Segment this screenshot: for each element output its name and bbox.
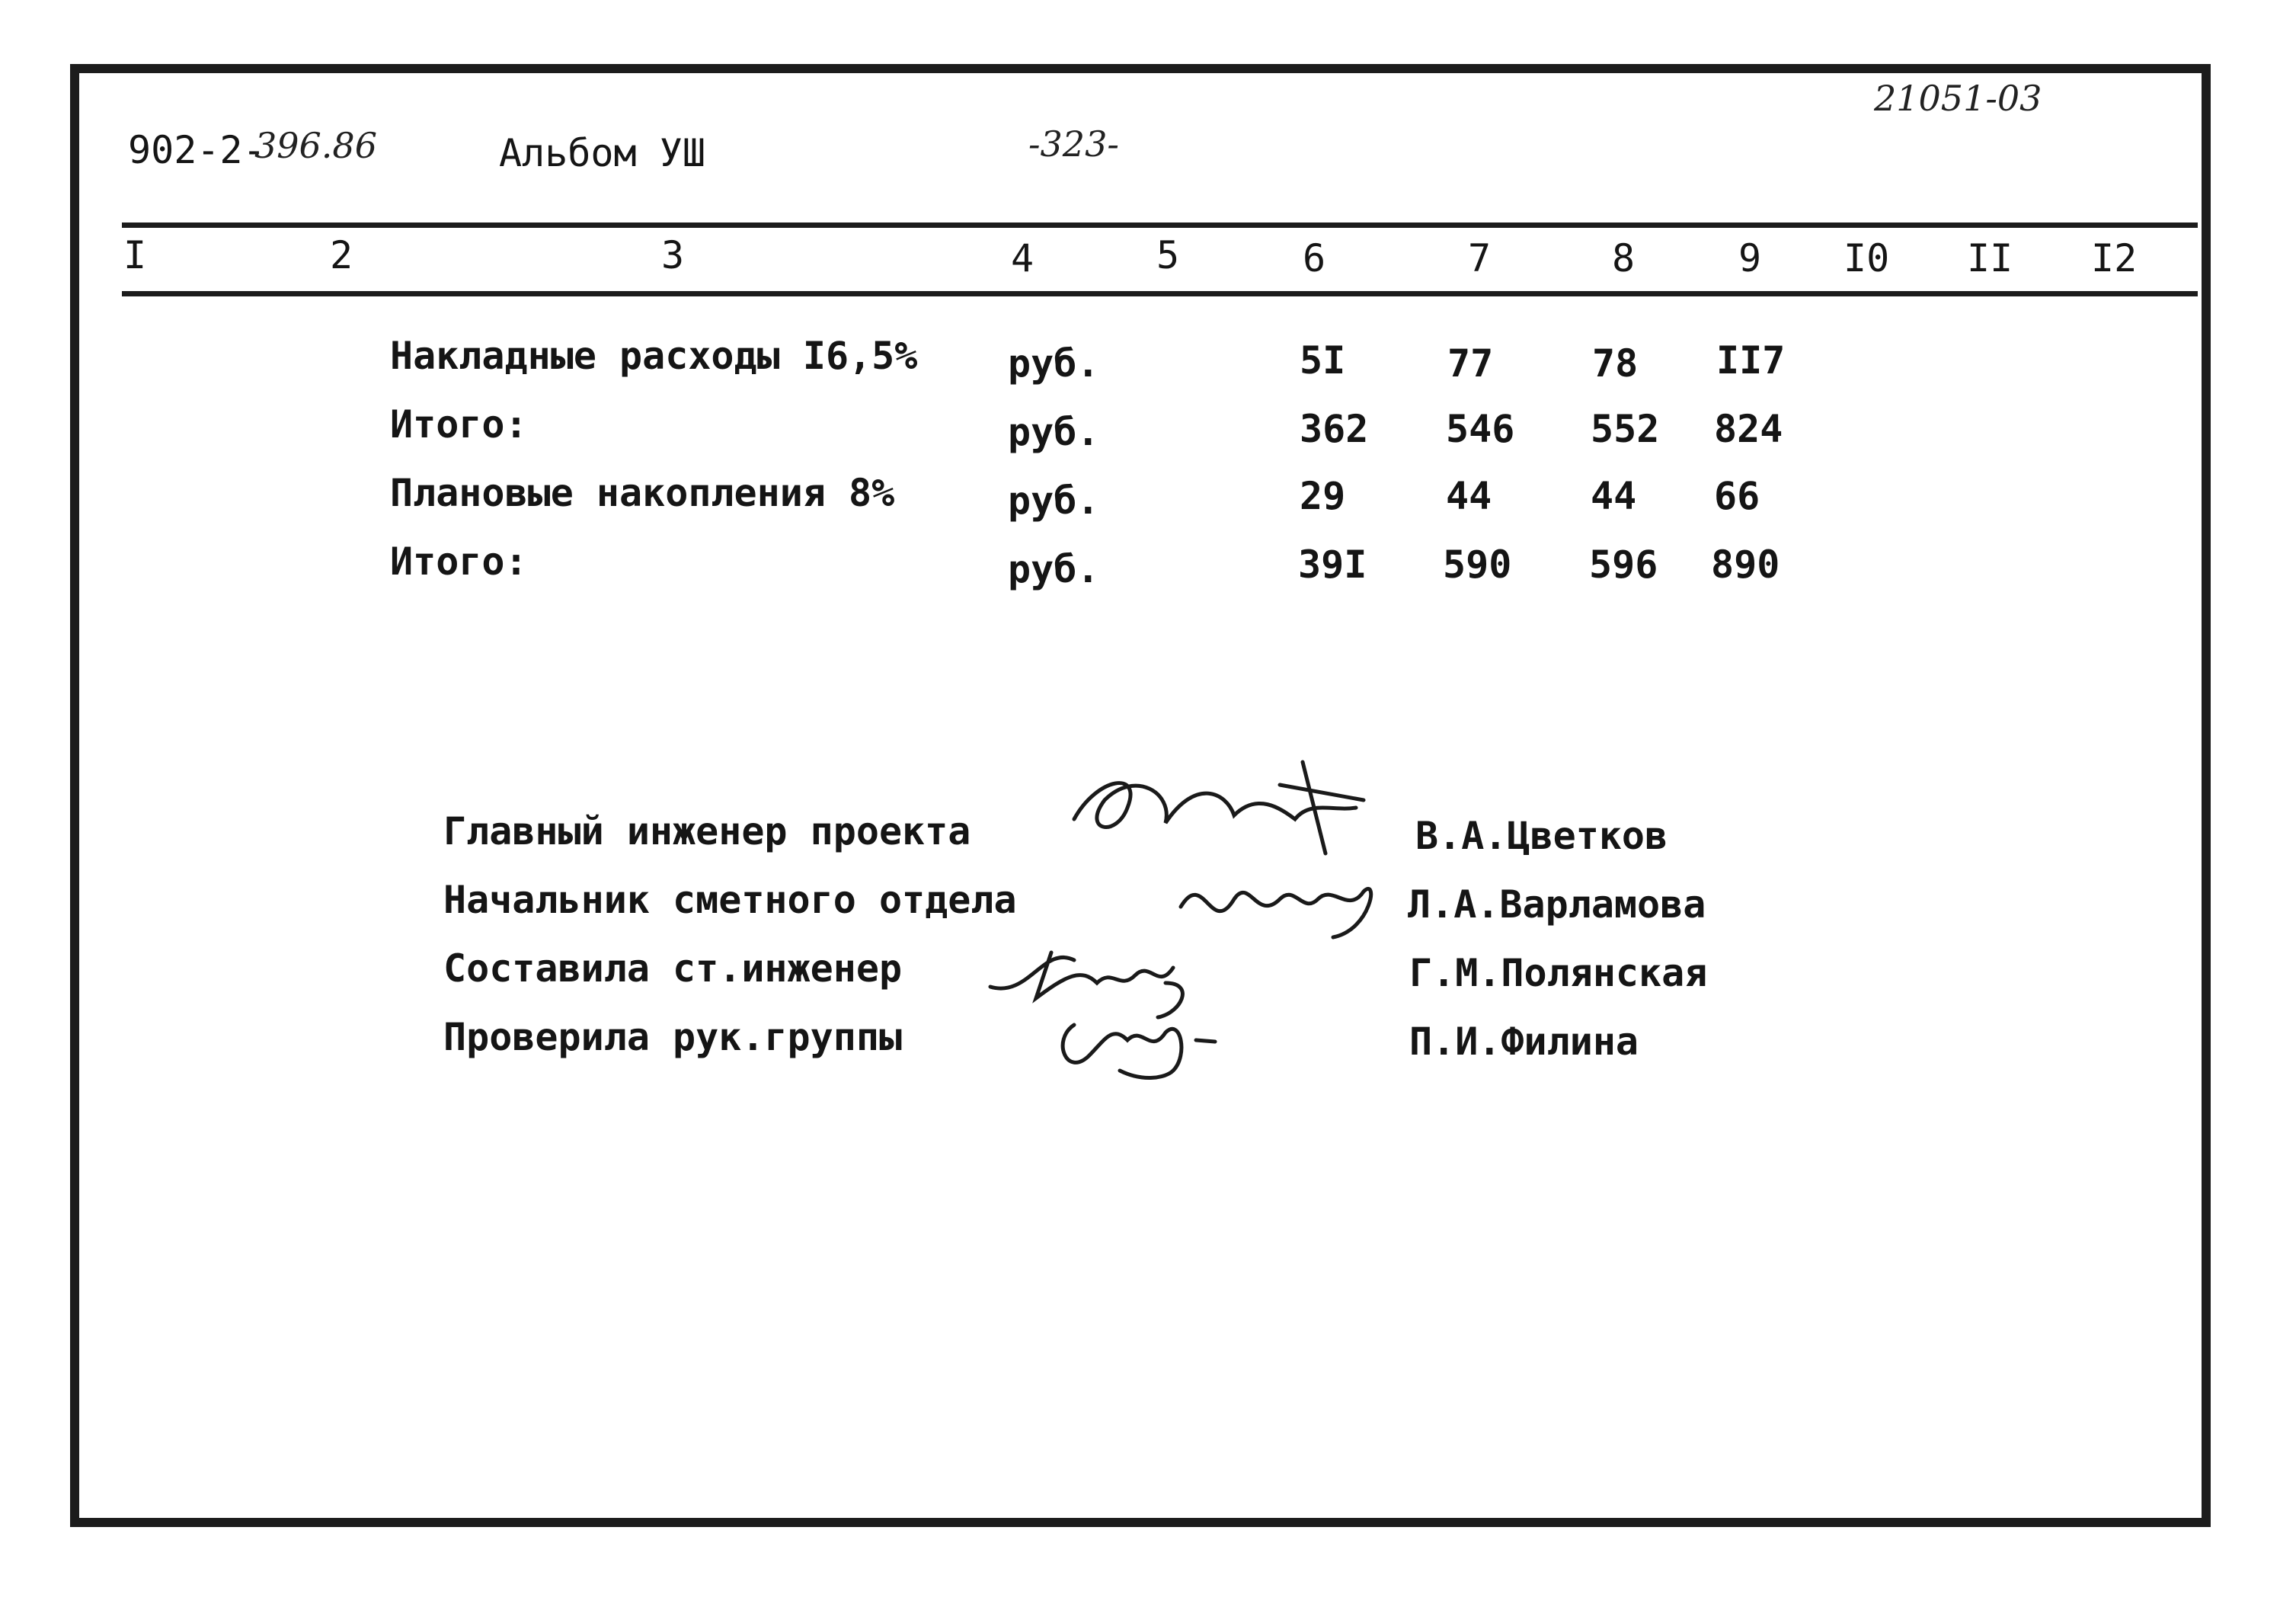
table-header-rule (122, 291, 2198, 296)
cell-col6: 39I (1298, 543, 1367, 587)
archive-number-handwritten: 21051-03 (1874, 78, 2042, 119)
row-unit: руб. (1008, 547, 1100, 591)
doc-number-handwritten: 396.86 (254, 125, 377, 166)
col-header-7: 7 (1468, 236, 1492, 280)
row-label: Итого: (390, 402, 528, 447)
col-header-6: 6 (1303, 236, 1326, 280)
col-header-2: 2 (330, 233, 353, 277)
signature-role: Начальник сметного отдела (443, 878, 1017, 922)
signature-name: В.А.Цветков (1415, 814, 1668, 858)
cell-col8: 44 (1591, 474, 1637, 518)
row-label: Итого: (390, 539, 528, 584)
signature-role: Составила ст.инженер (443, 946, 903, 991)
signature-scribble-reviewer (1044, 994, 1242, 1086)
col-header-8: 8 (1612, 236, 1636, 280)
col-header-12: I2 (2091, 236, 2138, 280)
row-unit: руб. (1008, 479, 1100, 523)
cell-col7: 44 (1446, 474, 1492, 518)
cell-col9: 890 (1711, 543, 1780, 587)
cell-col9: 66 (1714, 474, 1760, 518)
row-unit: руб. (1008, 410, 1100, 454)
cell-col8: 552 (1591, 407, 1660, 451)
col-header-9: 9 (1738, 236, 1762, 280)
cell-col6: 29 (1300, 474, 1346, 518)
cell-col7: 546 (1446, 407, 1515, 451)
col-header-11: II (1967, 236, 2013, 280)
signature-name: Г.М.Полянская (1409, 951, 1708, 995)
cell-col8: 78 (1592, 341, 1639, 386)
cell-col9: II7 (1716, 338, 1786, 383)
album-title: Альбом УШ (499, 131, 705, 175)
signature-name: П.И.Филина (1409, 1020, 1639, 1064)
signature-name: Л.А.Варламова (1408, 882, 1706, 927)
row-unit: руб. (1008, 341, 1100, 386)
cell-col7: 590 (1443, 543, 1512, 587)
signature-role: Проверила рук.группы (443, 1015, 903, 1059)
cell-col7: 77 (1447, 341, 1494, 386)
signature-scribble-chief-engineer (1051, 747, 1386, 869)
col-header-5: 5 (1156, 233, 1180, 277)
table-top-rule (122, 223, 2198, 228)
row-label: Плановые накопления 8% (390, 471, 895, 515)
col-header-4: 4 (1011, 236, 1034, 280)
page-number-handwritten: -323- (1028, 123, 1119, 165)
cell-col9: 824 (1714, 407, 1783, 451)
cell-col6: 362 (1300, 407, 1369, 451)
cell-col6: 5I (1300, 338, 1346, 383)
signature-role: Главный инженер проекта (443, 809, 971, 853)
doc-prefix: 902-2- (128, 128, 266, 172)
col-header-3: 3 (661, 233, 685, 277)
col-header-10: I0 (1844, 236, 1890, 280)
row-label: Накладные расходы I6,5% (390, 334, 918, 378)
cell-col8: 596 (1589, 543, 1658, 587)
col-header-1: I (123, 233, 147, 277)
